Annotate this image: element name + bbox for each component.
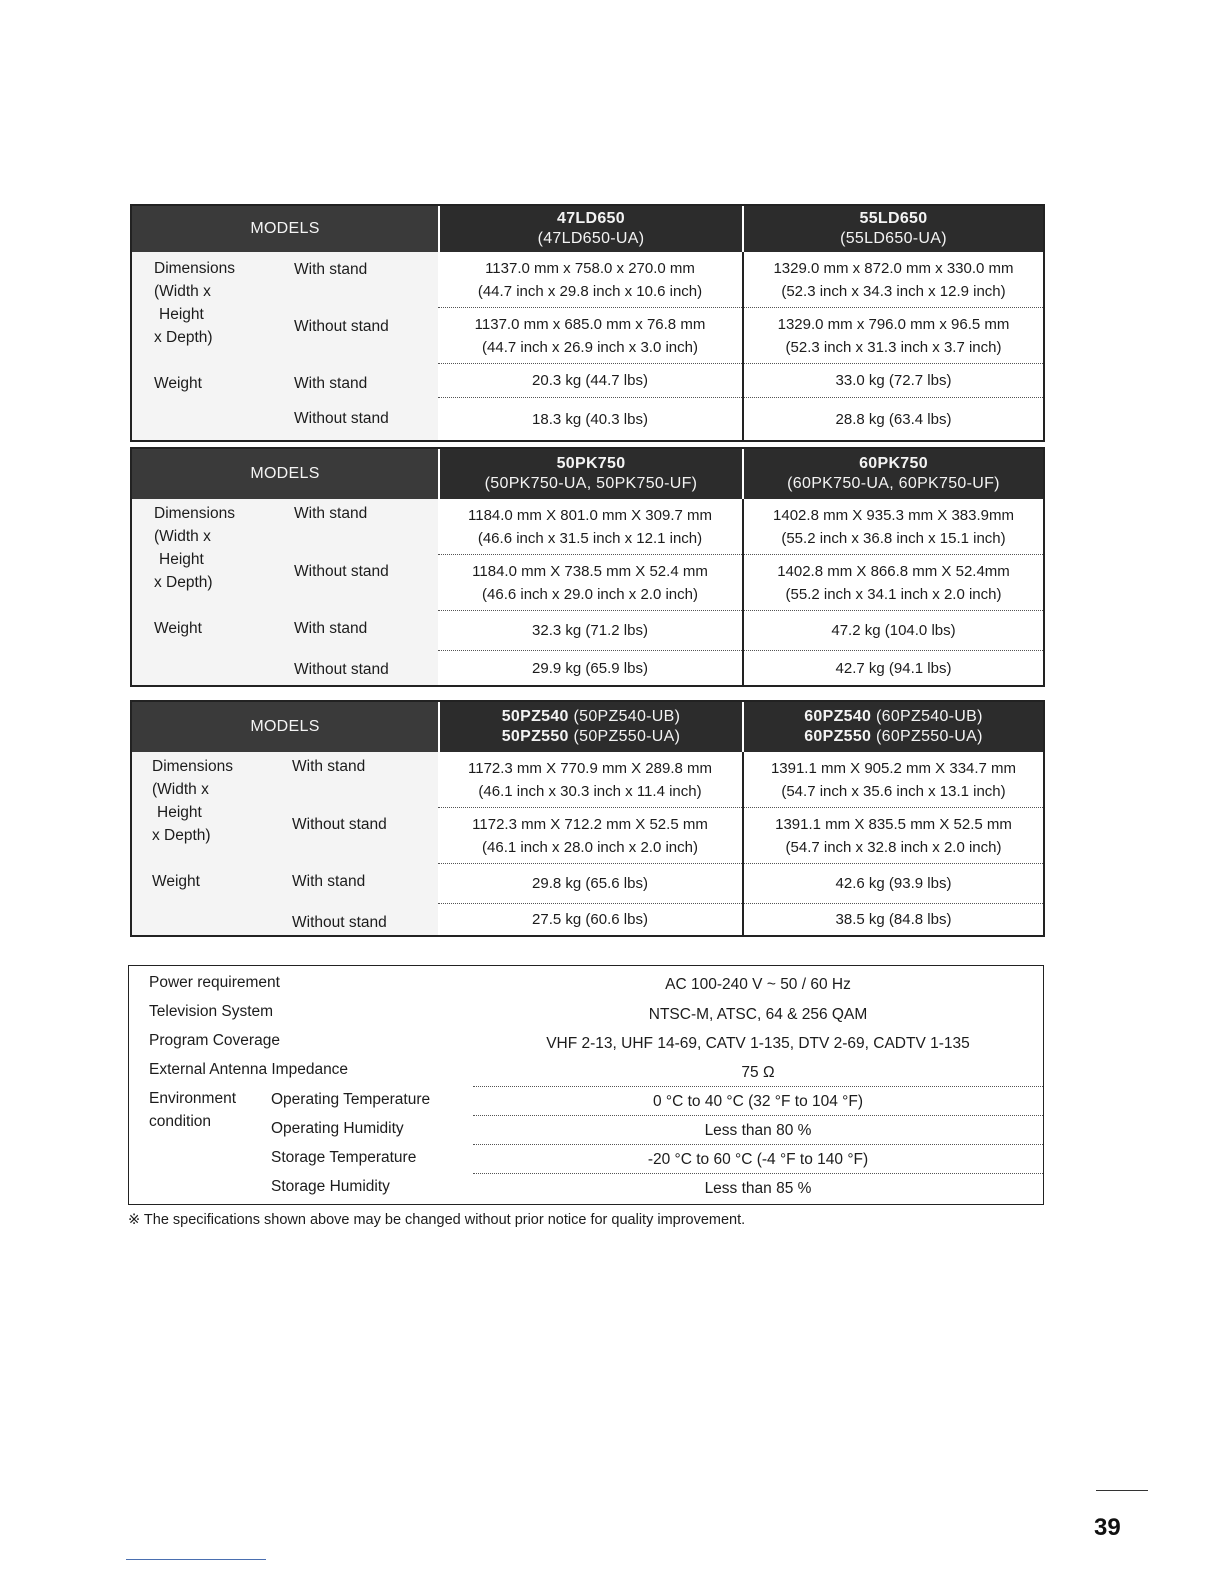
weight-without-stand-label: Without stand (292, 914, 387, 931)
dimensions-label: Dimensions (154, 505, 235, 522)
model-name: 50PK750 (556, 455, 626, 472)
weight-without-stand-label: Without stand (294, 410, 389, 427)
antenna-value: 75 Ω (741, 1063, 775, 1081)
coverage-label: Program Coverage (149, 1032, 280, 1049)
power-label: Power requirement (149, 974, 280, 991)
op-temp-label: Operating Temperature (271, 1091, 431, 1108)
coverage-value: VHF 2-13, UHF 14-69, CATV 1-135, DTV 2-69, CADTV 1-135 (546, 1034, 970, 1052)
dimensions-label: Dimensions (154, 260, 235, 277)
weight-with-stand-label: With stand (294, 375, 368, 392)
tv-system-value: NTSC-M, ATSC, 64 & 256 QAM (648, 1005, 868, 1023)
model-header-50pz (438, 702, 742, 752)
height-label: Height (159, 551, 204, 568)
without-stand-label: Without stand (294, 563, 389, 580)
footer-line (126, 1559, 266, 1560)
general-specs-table (128, 965, 1044, 1205)
dim-with-stand: 1402.8 mm X 935.3 mm X 383.9mm (55.2 inch x 36.8 inch x 15.1 inch) (744, 499, 1043, 555)
op-temp-value: 0 °C to 40 °C (32 °F to 104 °F) (473, 1086, 1043, 1116)
model-code: (60PZ550-UA) (876, 728, 983, 745)
models-header: MODELS (132, 702, 438, 752)
weight-with-stand: 20.3 kg (44.7 lbs) (438, 364, 742, 398)
dim-without-stand: 1137.0 mm x 685.0 mm x 76.8 mm (44.7 inch x 26.9 inch x 3.0 inch) (438, 308, 742, 364)
model-code: (60PZ540-UB) (876, 708, 983, 725)
with-stand-label: With stand (294, 261, 368, 278)
weight-with-stand: 42.6 kg (93.9 lbs) (744, 864, 1043, 904)
row-labels (132, 752, 438, 935)
width-label: (Width x (154, 283, 211, 300)
condition-label: condition (149, 1113, 212, 1130)
dimensions-label: Dimensions (152, 758, 233, 775)
dim-with-stand: 1329.0 mm x 872.0 mm x 330.0 mm (52.3 inch x 34.3 inch x 12.9 inch) (744, 252, 1043, 308)
model-name: 60PZ540 (804, 708, 872, 725)
tv-system-label: Television System (149, 1003, 274, 1020)
weight-without-stand-label: Without stand (294, 661, 389, 678)
row-labels (132, 252, 438, 440)
depth-label: x Depth) (154, 574, 213, 591)
spec-table-pk750 (130, 447, 1045, 687)
page-number-rule (1096, 1490, 1148, 1491)
model-name: 55LD650 (859, 210, 928, 227)
weight-without-stand: 18.3 kg (40.3 lbs) (532, 410, 648, 428)
model-code: (47LD650-UA) (537, 230, 645, 247)
dim-with-stand: 1184.0 mm X 801.0 mm X 309.7 mm (46.6 inch x 31.5 inch x 12.1 inch) (438, 499, 742, 555)
spec-table-ld650 (130, 204, 1045, 442)
model2-values (742, 752, 1043, 935)
weight-without-stand: 29.9 kg (65.9 lbs) (532, 659, 648, 677)
weight-without-stand: 42.7 kg (94.1 lbs) (835, 659, 952, 677)
row-labels (132, 499, 438, 685)
width-label: (Width x (154, 528, 211, 545)
weight-without-stand: 27.5 kg (60.6 lbs) (532, 911, 648, 928)
weight-without-stand: 38.5 kg (84.8 lbs) (835, 911, 952, 928)
weight-with-stand: 47.2 kg (104.0 lbs) (744, 611, 1043, 651)
specification-note: ※ The specifications shown above may be changed without prior notice for quality improvement. (128, 1212, 746, 1228)
model2-values (742, 499, 1043, 685)
antenna-label: External Antenna Impedance (149, 1061, 349, 1078)
model-code: (50PK750-UA, 50PK750-UF) (484, 475, 698, 492)
weight-with-stand: 29.8 kg (65.6 lbs) (438, 864, 742, 904)
model-header-60pz (742, 702, 1043, 752)
dim-without-stand: 1172.3 mm X 712.2 mm X 52.5 mm (46.1 inch x 28.0 inch x 2.0 inch) (438, 808, 742, 864)
dim-without-stand: 1329.0 mm x 796.0 mm x 96.5 mm (52.3 inch x 31.3 inch x 3.7 inch) (744, 308, 1043, 364)
op-humidity-value: Less than 80 % (473, 1115, 1043, 1145)
model-name: 60PZ550 (804, 728, 872, 745)
model-code: (50PZ540-UB) (573, 708, 681, 725)
model-name: 50PZ540 (501, 708, 569, 725)
weight-label: Weight (154, 620, 202, 637)
weight-with-stand-label: With stand (294, 620, 368, 637)
depth-label: x Depth) (154, 329, 213, 346)
with-stand-label: With stand (294, 505, 368, 522)
storage-temp-value: -20 °C to 60 °C (-4 °F to 140 °F) (473, 1144, 1043, 1174)
model-name: 60PK750 (859, 455, 928, 472)
depth-label: x Depth) (152, 827, 211, 844)
model-name: 50PZ550 (501, 728, 569, 745)
dim-without-stand: 1184.0 mm X 738.5 mm X 52.4 mm (46.6 inch x 29.0 inch x 2.0 inch) (438, 555, 742, 611)
width-label: (Width x (152, 781, 209, 798)
power-value: AC 100-240 V ~ 50 / 60 Hz (665, 975, 851, 993)
model-code: (55LD650-UA) (840, 230, 947, 247)
model-header-47ld650 (438, 206, 742, 252)
dim-without-stand: 1391.1 mm X 835.5 mm X 52.5 mm (54.7 inch x 32.8 inch x 2.0 inch) (744, 808, 1043, 864)
model-code: (60PK750-UA, 60PK750-UF) (787, 475, 1000, 492)
dim-without-stand: 1402.8 mm X 866.8 mm X 52.4mm (55.2 inch x 34.1 inch x 2.0 inch) (744, 555, 1043, 611)
dim-with-stand: 1137.0 mm x 758.0 x 270.0 mm (44.7 inch x 29.8 inch x 10.6 inch) (438, 252, 742, 308)
models-header: MODELS (132, 449, 438, 499)
model-name: 47LD650 (557, 210, 625, 227)
op-humidity-label: Operating Humidity (271, 1120, 404, 1137)
model2-values (742, 252, 1043, 440)
model-code: (50PZ550-UA) (573, 728, 681, 745)
dim-with-stand: 1172.3 mm X 770.9 mm X 289.8 mm (46.1 inch x 30.3 inch x 11.4 inch) (438, 752, 742, 808)
model-header-55ld650 (742, 206, 1043, 252)
weight-with-stand: 33.0 kg (72.7 lbs) (744, 364, 1043, 398)
storage-humidity-value: Less than 85 % (473, 1173, 1043, 1203)
model-header-50pk750 (438, 449, 742, 499)
height-label: Height (159, 306, 204, 323)
models-header: MODELS (132, 206, 438, 252)
weight-with-stand: 32.3 kg (71.2 lbs) (438, 611, 742, 651)
page-number: 39 (1094, 1514, 1121, 1541)
model1-values (438, 252, 742, 440)
storage-humidity-label: Storage Humidity (271, 1178, 390, 1195)
height-label: Height (157, 804, 202, 821)
weight-label: Weight (154, 375, 202, 392)
storage-temp-label: Storage Temperature (271, 1149, 417, 1166)
environment-label: Environment (149, 1090, 237, 1107)
model1-values (438, 499, 742, 685)
weight-without-stand: 28.8 kg (63.4 lbs) (835, 410, 952, 428)
weight-with-stand-label: With stand (292, 873, 366, 890)
model1-values (438, 752, 742, 935)
spec-table-pz540-pz550 (130, 700, 1045, 937)
weight-label: Weight (152, 873, 200, 890)
dim-with-stand: 1391.1 mm X 905.2 mm X 334.7 mm (54.7 inch x 35.6 inch x 13.1 inch) (744, 752, 1043, 808)
model-header-60pk750 (742, 449, 1043, 499)
without-stand-label: Without stand (294, 318, 389, 335)
without-stand-label: Without stand (292, 816, 387, 833)
with-stand-label: With stand (292, 758, 366, 775)
